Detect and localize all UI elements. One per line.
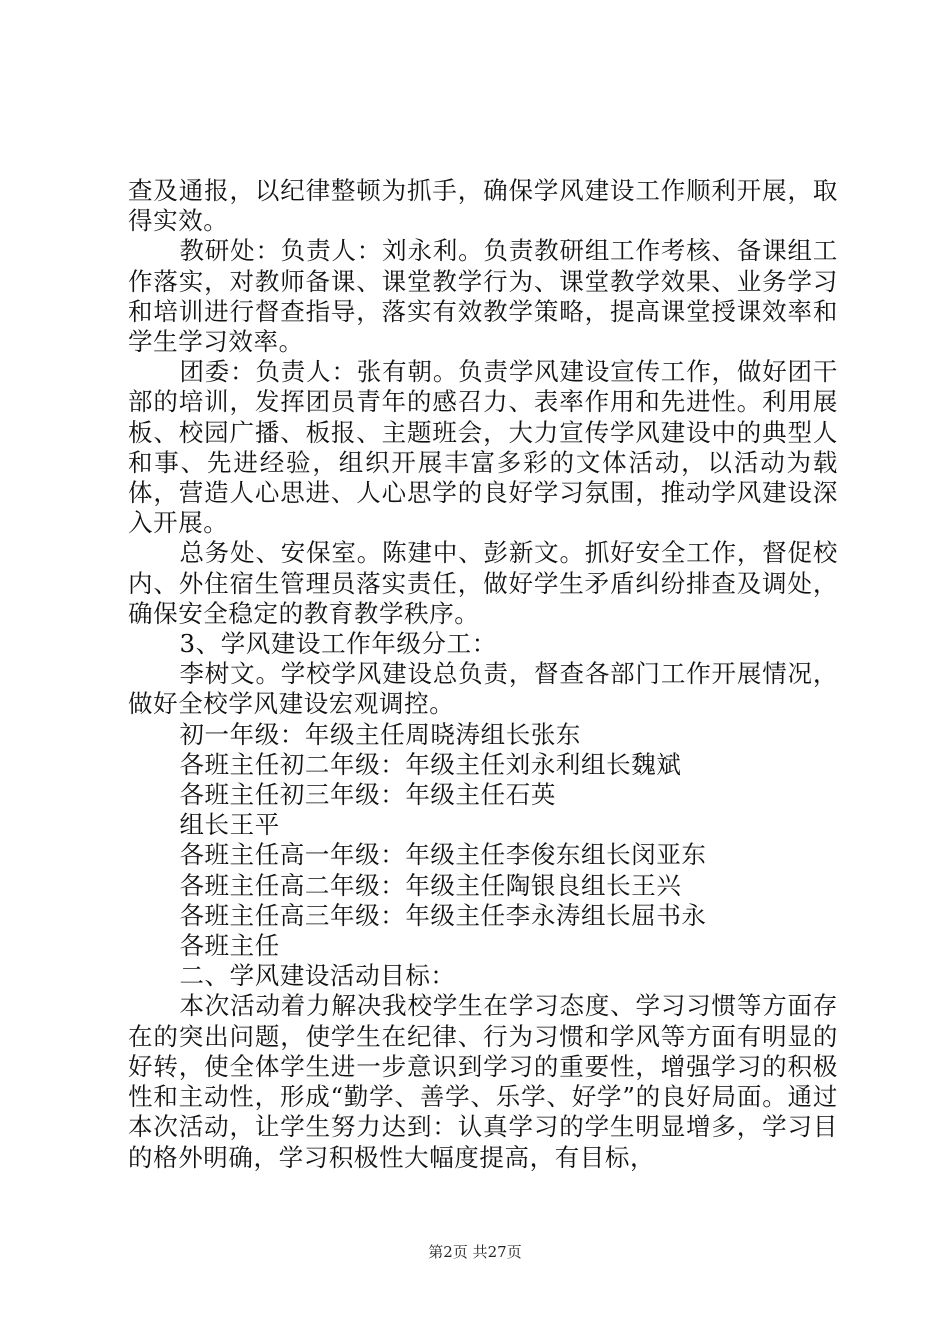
paragraph-15: 本次活动着力解决我校学生在学习态度、学习习惯等方面存在的突出问题，使学生在纪律、行为习惯和学风等方面有明显的好转，使全体学生进一步意识到学习的重要性，增强学习的积极性和主动性，形成“勤学、善学、乐学、好学”的良好局面。通过本次活动，让学生努力达到：认真学习的学生明显增多，学习目的格外明确，学习积极性大幅度提高，有目标， (128, 991, 838, 1172)
paragraph-3: 总务处、安保室。陈建中、彭新文。抓好安全工作，督促校内、外住宿生管理员落实责任，做好学生矛盾纠纷排查及调处，确保安全稳定的教育教学秩序。 (128, 538, 838, 628)
paragraph-4: 3、学风建设工作年级分工： (179, 629, 497, 659)
paragraph-2: 团委：负责人：张有朝。负责学风建设宣传工作，做好团干部的培训，发挥团员青年的感召力、表率作用和先进性。利用展板、校园广播、板报、主题班会，大力宣传学风建设中的典型人和事、先进经验，组织开展丰富多彩的文体活动，以活动为载体，营造人心思进、人心思学的良好学习氛围，推动学风建设深入开展。 (128, 357, 838, 538)
paragraph-13: 各班主任 (179, 931, 280, 961)
paragraph-1: 教研处：负责人：刘永利。负责教研组工作考核、备课组工作落实，对教师备课、课堂教学行为、课堂教学效果、业务学习和培训进行督查指导，落实有效教学策略，提高课堂授课效率和学生学习效率。 (128, 236, 838, 357)
page-number-footer: 第2页 共27页 (428, 1243, 522, 1261)
paragraph-8: 各班主任初三年级：年级主任石英 (179, 780, 556, 810)
paragraph-10: 各班主任高一年级：年级主任李俊东组长闵亚东 (179, 840, 707, 870)
paragraph-5: 李树文。学校学风建设总负责，督查各部门工作开展情况，做好全校学风建设宏观调控。 (128, 659, 838, 719)
paragraph-7: 各班主任初二年级：年级主任刘永利组长魏斌 (179, 749, 682, 779)
paragraph-14: 二、学风建设活动目标： (179, 961, 456, 991)
paragraph-12: 各班主任高三年级：年级主任李永涛组长屈书永 (179, 900, 707, 930)
document-body (128, 176, 838, 1173)
paragraph-0: 查及通报，以纪律整顿为抓手，确保学风建设工作顺利开展，取得实效。 (128, 176, 838, 236)
paragraph-6: 初一年级：年级主任周晓涛组长张东 (179, 719, 582, 749)
paragraph-11: 各班主任高二年级：年级主任陶银良组长王兴 (179, 870, 682, 900)
paragraph-9: 组长王平 (179, 810, 280, 840)
